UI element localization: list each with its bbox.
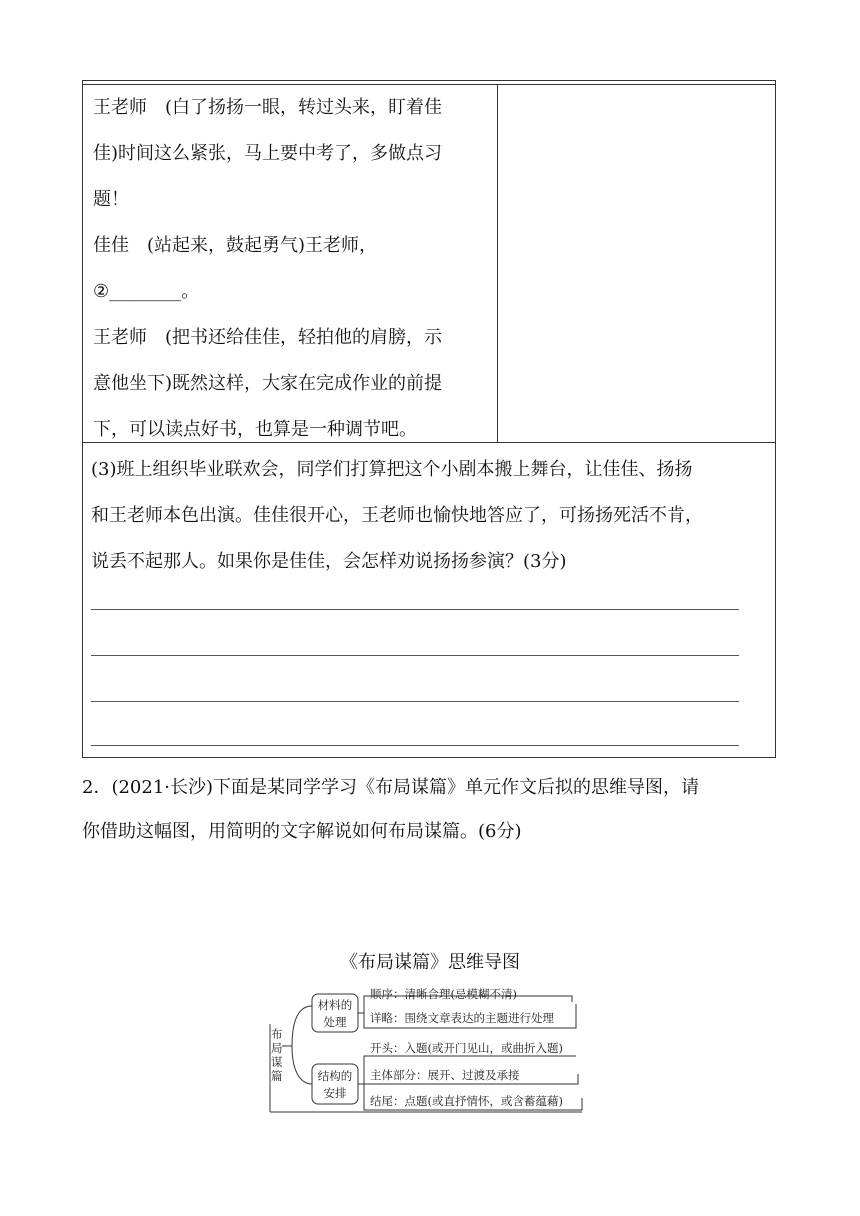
dialogue-blank: ②________。 [93, 281, 200, 302]
root-char: 篇 [271, 1069, 283, 1083]
mindmap-item: 顺序：清晰合理(忌模糊不清) [370, 987, 517, 1001]
dialogue-cell [93, 85, 493, 453]
column-divider [497, 84, 498, 442]
mindmap-root-vertical [271, 1027, 286, 1083]
root-char: 谋 [271, 1055, 283, 1069]
question-2-line: 你借助这幅图，用简明的文字解说如何布局谋篇。(6分) [82, 821, 522, 842]
branch1-label: 材料的 [317, 998, 353, 1012]
mindmap-item: 主体部分：展开、过渡及承接 [370, 1068, 520, 1082]
dialogue-line: 王老师 (白了扬扬一眼，转过头来，盯着佳 [93, 97, 443, 118]
question-3-line: 和王老师本色出演。佳佳很开心，王老师也愉快地答应了，可扬扬死活不肯， [91, 505, 703, 526]
root-char: 局 [271, 1041, 283, 1055]
answer-line[interactable] [91, 655, 739, 656]
question-3-line: 说丢不起那人。如果你是佳佳，会怎样劝说扬扬参演？(3分) [91, 551, 567, 572]
dialogue-line: 意他坐下)既然这样，大家在完成作业的前提 [93, 373, 443, 394]
dialogue-line: 题！ [93, 189, 129, 210]
question-2-line: 2．(2021·长沙)下面是某同学学习《布局谋篇》单元作文后拟的思维导图，请 [82, 777, 700, 798]
mindmap-item: 开头：入题(或开门见山，或曲折入题) [370, 1041, 563, 1055]
drama-table [82, 80, 776, 758]
dialogue-line: 王老师 (把书还给佳佳，轻拍他的肩膀，示 [93, 327, 443, 348]
dialogue-line: 佳佳 (站起来，鼓起勇气)王老师， [93, 235, 378, 256]
branch1-label: 处理 [323, 1015, 347, 1029]
question-2 [82, 766, 782, 854]
dialogue-line: 下，可以读点好书，也算是一种调节吧。 [93, 419, 417, 440]
mindmap-title: 《布局谋篇》思维导图 [340, 952, 520, 973]
answer-line[interactable] [91, 701, 739, 702]
root-char: 布 [271, 1027, 283, 1041]
mindmap-item: 结尾：点题(或直抒情怀，或含蓄蕴藉) [370, 1094, 563, 1108]
branch2-label: 结构的 [317, 1069, 353, 1083]
question-3-line: (3)班上组织毕业联欢会，同学们打算把这个小剧本搬上舞台，让佳佳、扬扬 [91, 459, 693, 480]
mindmap [268, 984, 588, 1116]
mindmap-item: 详略：围绕文章表达的主题进行处理 [370, 1011, 554, 1025]
answer-line[interactable] [91, 609, 739, 610]
answer-line[interactable] [91, 745, 739, 746]
branch2-label: 安排 [323, 1086, 347, 1100]
dialogue-line: 佳)时间这么紧张，马上要中考了，多做点习 [93, 143, 443, 164]
question-3 [91, 447, 771, 585]
